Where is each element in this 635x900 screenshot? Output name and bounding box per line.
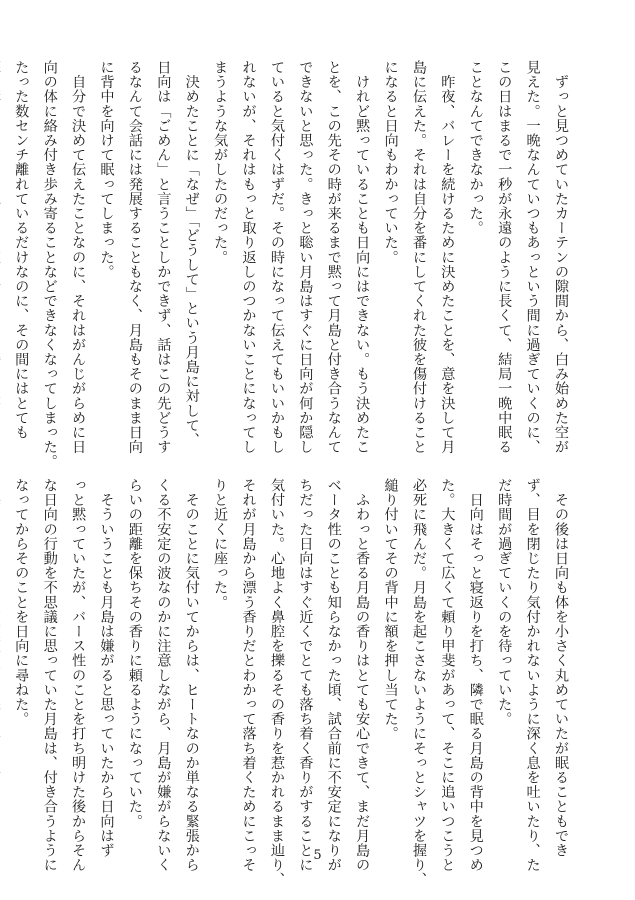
text-block-top <box>13 60 575 469</box>
text-line: 必死に飛んだ。月島を起こさないようにそっとシャツを握り、 <box>410 478 427 887</box>
text-line: たった数センチ離れているだけなのに、その間にはとても <box>13 60 30 440</box>
text-line: 縋り付いてその背中に額を押し当てた。 <box>382 478 399 741</box>
text-line: けれど黙っていることも日向にはできない。もう決めたこ <box>354 60 371 455</box>
text-line: ベータ性のことも知らなかった頃、試合前に不安定になりが <box>325 478 342 873</box>
text-line: 見えた。一晩なんていつもあっという間に過ぎていくのに、 <box>524 60 541 455</box>
text-line: 昨夜、バレーを続けるために決めたことを、意を決して月 <box>439 60 456 455</box>
text-line: ちだった日向はすぐ近くでとても落ち着く香りがすることに <box>297 478 314 873</box>
text-block-bottom <box>13 478 575 887</box>
text-line <box>0 478 7 838</box>
text-line: くる不安定の波なのかに注意しながら、月島が嫌がらないく <box>155 478 172 873</box>
text-line: そういうことも月島は嫌がると思っていたから日向はず <box>98 478 115 858</box>
text-line: ず、目を閉じたり気付かれないように深く息を吐いたり、た <box>524 478 541 873</box>
text-line: そのことに気付いてからは、ヒートなのか単なる緊張から <box>183 478 200 873</box>
text-line: 決めたことに「なぜ」「どうして」という月島に対して、 <box>183 60 200 448</box>
text-line: りと近くに座った。 <box>212 478 229 610</box>
text-line: に背中を向けて眠ってしまった。 <box>98 60 115 279</box>
text-line: ことなんてできなかった。 <box>467 60 484 236</box>
text-line: だ時間が過ぎていくのを待っていた。 <box>496 478 513 727</box>
text-line <box>0 60 7 460</box>
text-line: らいの距離を保ちその香りに頼るようになっていた。 <box>126 478 143 829</box>
text-line: 向の体に絡み付き歩み寄ることなどできなくなってしまった。 <box>41 60 58 469</box>
text-line: 島に伝えた。それは自分を番にしてくれた彼を傷付けること <box>410 60 427 455</box>
text-line: ていると気付くはずだ。その時になって伝えてもいいかもし <box>268 60 285 455</box>
text-line: るなんて会話には発展することもなく、月島もそのまま日向 <box>126 60 143 455</box>
text-line: できないと思った。きっと聡い月島はすぐに日向が何か隠し <box>297 60 314 455</box>
text-line: れないが、それはもっと取り返しのつかないことになってし <box>240 60 257 455</box>
text-line: まうような気がしたのだった。 <box>212 60 229 265</box>
text-line: 気付いた。心地よく鼻腔を擽るその香りを惹かれるまま辿り、 <box>268 478 285 887</box>
text-line: な日向の行動を不思議に思っていた月島は、付き合うように <box>41 478 58 873</box>
text-line: ずっと見つめていたカーテンの隙間から、白み始めた空が <box>553 60 569 455</box>
text-line: 日向はそっと寝返りを打ち、隣で眠る月島の背中を見つめ <box>467 478 484 873</box>
page-number: 5 <box>313 848 322 863</box>
text-line: それが月島から漂う香りだとわかって落ち着くためにこっそ <box>240 478 257 873</box>
text-line: 自分で決めて伝えたことなのに、それはがんじがらめに日 <box>70 60 87 455</box>
text-line: 日向は「ごめん」と言うことしかできず、話はこの先どうす <box>155 60 172 455</box>
text-line: た。大きくて広くて頼り甲斐があって、そこに追いつこうと <box>439 478 456 873</box>
text-line: とを、この先その時が来るまで黙って月島と付き合うなんて <box>325 60 342 455</box>
text-line: その後は日向も体を小さく丸めていたが眠ることもでき <box>553 478 569 858</box>
text-line: なってからそのことを日向に尋ねた。 <box>13 478 30 727</box>
text-line: ふわっと香る月島の香りはとても安心できて、まだ月島の <box>354 478 371 873</box>
text-line: っと黙っていたが、バース性のことを打ち明けた後からそん <box>70 478 87 873</box>
text-line: この日はまるで一秒が永遠のように長くて、結局一晩中眠る <box>496 60 513 455</box>
text-line: になると日向もわかっていた。 <box>382 60 399 265</box>
